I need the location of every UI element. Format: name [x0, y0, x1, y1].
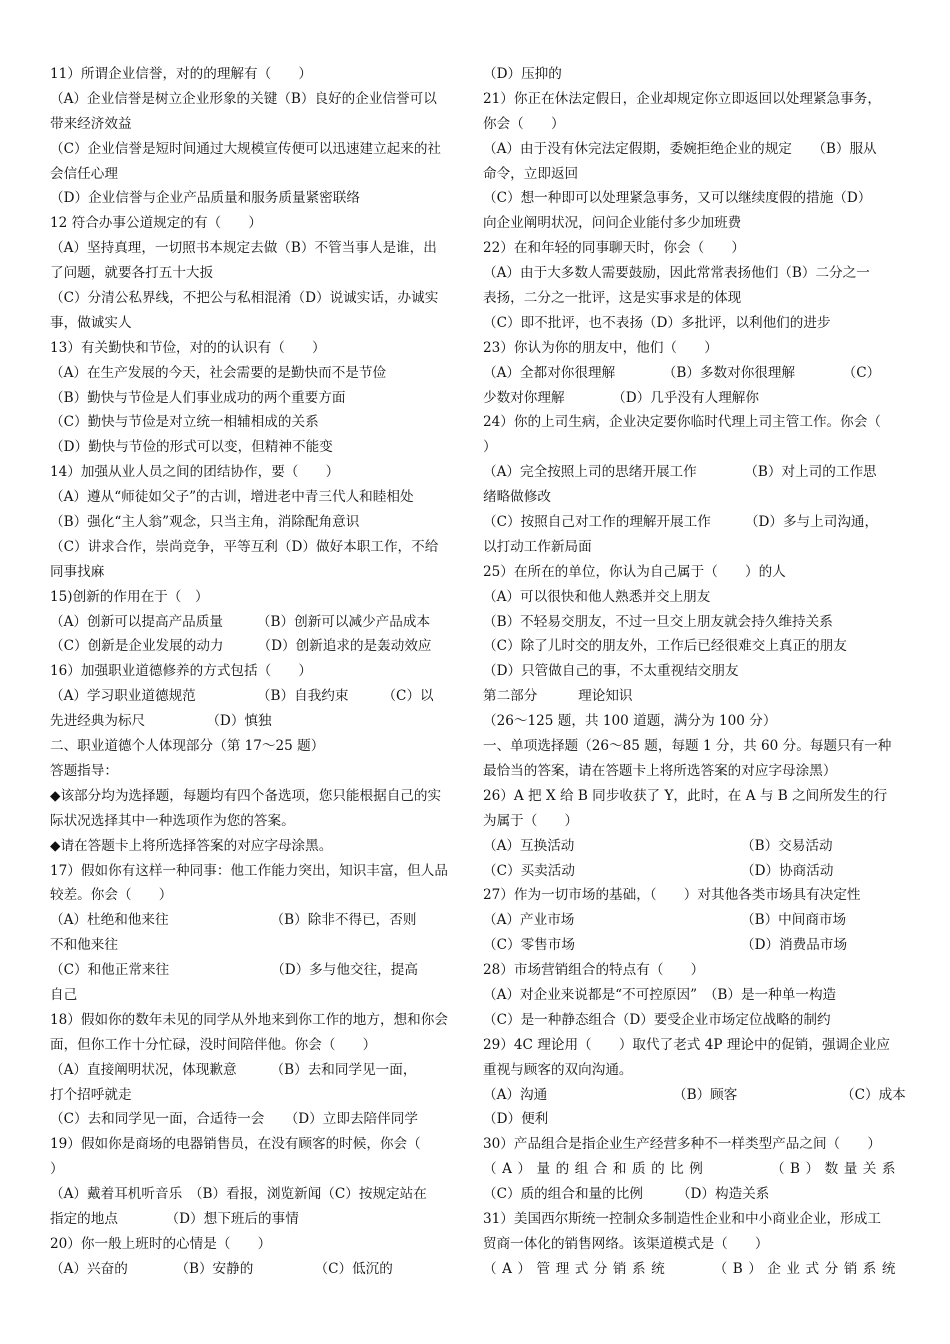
- text-line: （A）遵从“师徒如父子”的古训，增进老中青三代人和睦相处: [50, 489, 414, 506]
- text-line: 最恰当的答案，请在答题卡上将所选答案的对应字母涂黑）: [483, 762, 837, 779]
- left-column: [50, 62, 467, 1282]
- text-line: 重视与顾客的双向沟通。: [483, 1061, 633, 1078]
- text-line: 了问题，就要各打五十大扳: [50, 265, 214, 282]
- text-line: （A）戴着耳机听音乐 （B）看报，浏览新闻（C）按规定站在: [50, 1186, 427, 1203]
- option-text: （B）企业式分销系统: [713, 1260, 901, 1277]
- text-line: （C）勤快与节俭是对立统一相辅相成的关系: [50, 414, 319, 431]
- text-line: （26～125 题，共 100 道题，满分为 100 分）: [483, 713, 777, 730]
- text-line: [483, 908, 901, 933]
- text-line: 22）在和年轻的同事聊天时，你会（ ）: [483, 240, 745, 257]
- text-line: 命令，立即返回: [483, 165, 579, 182]
- text-line: 11）所谓企业信誉，对的的理解有（ ）: [50, 66, 312, 82]
- right-column: [483, 62, 906, 1282]
- text-line: （C）创新是企业发展的动力 （D）创新追求的是轰动效应: [50, 638, 432, 655]
- text-line: 先进经典为标尺 （D）慎独: [50, 713, 272, 730]
- option-text: （D）协商活动: [741, 862, 834, 879]
- option-text: （B）数量关系: [770, 1161, 901, 1178]
- text-line: 16）加强职业道德修养的方式包括（ ）: [50, 663, 312, 680]
- option-text: （A）量的组合和质的比例: [483, 1161, 709, 1178]
- text-line: （A）直接阐明状况，体现歉意 （B）去和同学见一面，: [50, 1061, 417, 1078]
- text-line: 自己: [50, 986, 78, 1003]
- text-line: （A）可以很快和他人熟悉并交上朋友: [483, 588, 711, 605]
- text-line: （C）除了儿时交的朋友外，工作后已经很难交上真正的朋友: [483, 638, 847, 655]
- text-line: （C）和他正常来往 （D）多与他交往，提高: [50, 962, 418, 979]
- text-line: （A）由于没有休完法定假期，委婉拒绝企业的规定 （B）服从: [483, 140, 877, 157]
- text-line: 12 符合办事公道规定的有（ ）: [50, 215, 262, 232]
- text-line: （A）杜绝和他来往 （B）除非不得已，否则: [50, 912, 417, 929]
- text-line: 以打动工作新局面: [483, 538, 592, 555]
- text-line: （C）企业信誉是短时间通过大规模宣传便可以迅速建立起来的社: [50, 140, 442, 157]
- text-line: （D）勤快与节俭的形式可以变，但精神不能变: [50, 439, 333, 456]
- text-line: 28）市场营销组合的特点有（ ）: [483, 962, 705, 979]
- text-line: 指定的地点 （D）想下班后的事情: [50, 1210, 299, 1227]
- text-line: （B）不轻易交朋友，不过一旦交上朋友就会持久维持关系: [483, 613, 833, 630]
- text-line: 14）加强从业人员之间的团结协作，要（ ）: [50, 464, 340, 481]
- text-line: ）: [483, 439, 497, 456]
- option-text: （A）管理式分销系统: [483, 1260, 671, 1277]
- text-line: 一、单项选择题（26～85 题，每题 1 分，共 60 分。每题只有一种: [483, 738, 892, 755]
- text-line: （C）即不批评，也不表扬（D）多批评，以利他们的进步: [483, 314, 831, 331]
- option-text: （A）互换活动: [483, 837, 575, 854]
- text-line: 20）你一般上班时的心情是（ ）: [50, 1235, 272, 1252]
- text-line: 25）在所在的单位，你认为自己属于（ ）的人: [483, 563, 786, 580]
- text-line: （C）是一种静态组合（D）要受企业市场定位战略的制约: [483, 1011, 831, 1028]
- text-line: 际状况选择其中一种选项作为您的答案。: [50, 812, 295, 829]
- text-line: [483, 834, 901, 859]
- text-line: （A）完全按照上司的思绪开展工作 （B）对上司的工作思: [483, 464, 877, 481]
- text-line: （A）对企业来说都是“不可控原因” （B）是一种单一构造: [483, 986, 837, 1003]
- option-text: （B）交易活动: [741, 837, 833, 854]
- text-line: 面，但你工作十分忙碌，没时间陪伴他。你会（ ）: [50, 1036, 377, 1053]
- text-line: 不和他来往: [50, 937, 118, 954]
- text-line: （A）坚持真理，一切照书本规定去做（B）不管当事人是谁，出: [50, 240, 437, 257]
- text-line: 23）你认为你的朋友中，他们（ ）: [483, 339, 718, 356]
- text-line: 18）假如你的数年未见的同学从外地来到你工作的地方，想和你会: [50, 1011, 448, 1028]
- option-text: （A）沟通: [483, 1086, 548, 1103]
- text-line: （C）去和同学见一面，合适待一会 （D）立即去陪伴同学: [50, 1111, 418, 1128]
- text-line: 30）产品组合是指企业生产经营多种不一样类型产品之间（ ）: [483, 1136, 881, 1153]
- text-line: 打个招呼就走: [50, 1086, 132, 1103]
- text-line: （A）全都对你很理解 （B）多数对你很理解 （C）: [483, 364, 881, 381]
- text-line: （C）想一种即可以处理紧急事务，又可以继续度假的措施（D）: [483, 190, 872, 207]
- text-line: （D）企业信誉与企业产品质量和服务质量紧密联络: [50, 190, 360, 207]
- option-text: （C）成本: [841, 1086, 906, 1103]
- text-line: （C）按照自己对工作的理解开展工作 （D）多与上司沟通，: [483, 514, 879, 531]
- option-text: （C）零售市场: [483, 937, 575, 954]
- text-line: 向企业阐明状况，问问企业能付多少加班费: [483, 215, 742, 232]
- text-line: （A）学习职业道德规范 （B）自我约束 （C）以: [50, 688, 434, 705]
- text-line: （D）只管做自己的事，不太重视结交朋友: [483, 663, 739, 680]
- text-line: 贸商一体化的销售网络。该渠道模式是（ ）: [483, 1235, 769, 1252]
- text-line: 19）假如你是商场的电器销售员，在没有顾客的时候，你会（: [50, 1136, 421, 1153]
- text-line: （A）由于大多数人需要鼓励，因此常常表扬他们（B）二分之一: [483, 265, 870, 282]
- text-line: （D）便利: [483, 1111, 549, 1128]
- text-line: ）: [50, 1161, 64, 1178]
- text-line: 24）你的上司生病，企业决定要你临时代理上司主管工作。你会（: [483, 414, 881, 431]
- text-line: （C）分清公私界线，不把公与私相混淆（D）说诚实话，办诚实: [50, 290, 439, 307]
- text-line: 少数对你理解 （D）几乎没有人理解你: [483, 389, 759, 406]
- text-line: [483, 1157, 901, 1182]
- text-line: （B）强化“主人翁”观念，只当主角，消除配角意识: [50, 514, 360, 531]
- text-line: 15)创新的作用在于（ ）: [50, 588, 209, 605]
- text-line: （A）在生产发展的今天，社会需要的是勤快而不是节俭: [50, 364, 387, 381]
- text-line: 为属于（ ）: [483, 812, 579, 829]
- text-line: 29）4C 理论用（ ）取代了老式 4P 理论中的促销，强调企业应: [483, 1036, 890, 1053]
- text-line: （C）讲求合作，崇尚竞争，平等互利（D）做好本职工作，不给: [50, 538, 439, 555]
- option-text: （B）顾客: [673, 1086, 738, 1103]
- text-line: 13）有关勤快和节俭，对的的认识有（ ）: [50, 339, 326, 356]
- text-line: 31）美国西尔斯统一控制众多制造性企业和中小商业企业，形成工: [483, 1210, 881, 1227]
- text-line: （A）创新可以提高产品质量 （B）创新可以减少产品成本: [50, 613, 431, 630]
- option-text: （B）中间商市场: [741, 912, 847, 929]
- text-line: （C）质的组合和量的比例 （D）构造关系: [483, 1186, 770, 1203]
- text-line: （A）兴奋的 （B）安静的 （C）低沉的: [50, 1260, 393, 1277]
- text-line: （D）压抑的: [483, 66, 562, 82]
- text-line: （B）勤快与节俭是人们事业成功的两个重要方面: [50, 389, 346, 406]
- text-line: 17）假如你有这样一种同事：他工作能力突出，知识丰富，但人品: [50, 862, 448, 879]
- text-line: 26）A 把 X 给 B 同步收获了 Y，此时，在 A 与 B 之间所发生的行: [483, 787, 888, 804]
- option-text: （C）买卖活动: [483, 862, 575, 879]
- text-line: （A）企业信誉是树立企业形象的关键（B）良好的企业信誉可以: [50, 90, 437, 107]
- text-line: [483, 859, 901, 884]
- text-line: [483, 1257, 901, 1282]
- option-text: （D）消费品市场: [741, 937, 848, 954]
- text-line: 表扬，二分之一批评，这是实事求是的体现: [483, 290, 742, 307]
- text-line: 答题指导：: [50, 762, 118, 779]
- text-line: ◆该部分均为选择题，每题均有四个备选项，您只能根据自己的实: [50, 787, 442, 804]
- text-line: 会信任心理: [50, 165, 118, 182]
- text-line: 21）你正在休法定假日，企业却规定你立即返回以处理紧急事务，: [483, 90, 881, 107]
- text-line: 较差。你会（ ）: [50, 887, 173, 904]
- text-line: 27）作为一切市场的基础，（ ）对其他各类市场具有决定性: [483, 887, 861, 904]
- option-text: （A）产业市场: [483, 912, 575, 929]
- text-line: 第二部分 理论知识: [483, 688, 633, 705]
- text-line: 同事找麻: [50, 563, 105, 580]
- text-line: [483, 933, 901, 958]
- text-line: 事，做诚实人: [50, 314, 132, 331]
- text-line: 二、职业道德个人体现部分（第 17～25 题）: [50, 738, 325, 755]
- text-line: [483, 1083, 906, 1108]
- text-line: 带来经济效益: [50, 115, 132, 132]
- text-line: ◆请在答题卡上将所选择答案的对应字母涂黑。: [50, 837, 333, 854]
- text-line: 你会（ ）: [483, 115, 565, 132]
- text-line: 绪略做修改: [483, 489, 551, 506]
